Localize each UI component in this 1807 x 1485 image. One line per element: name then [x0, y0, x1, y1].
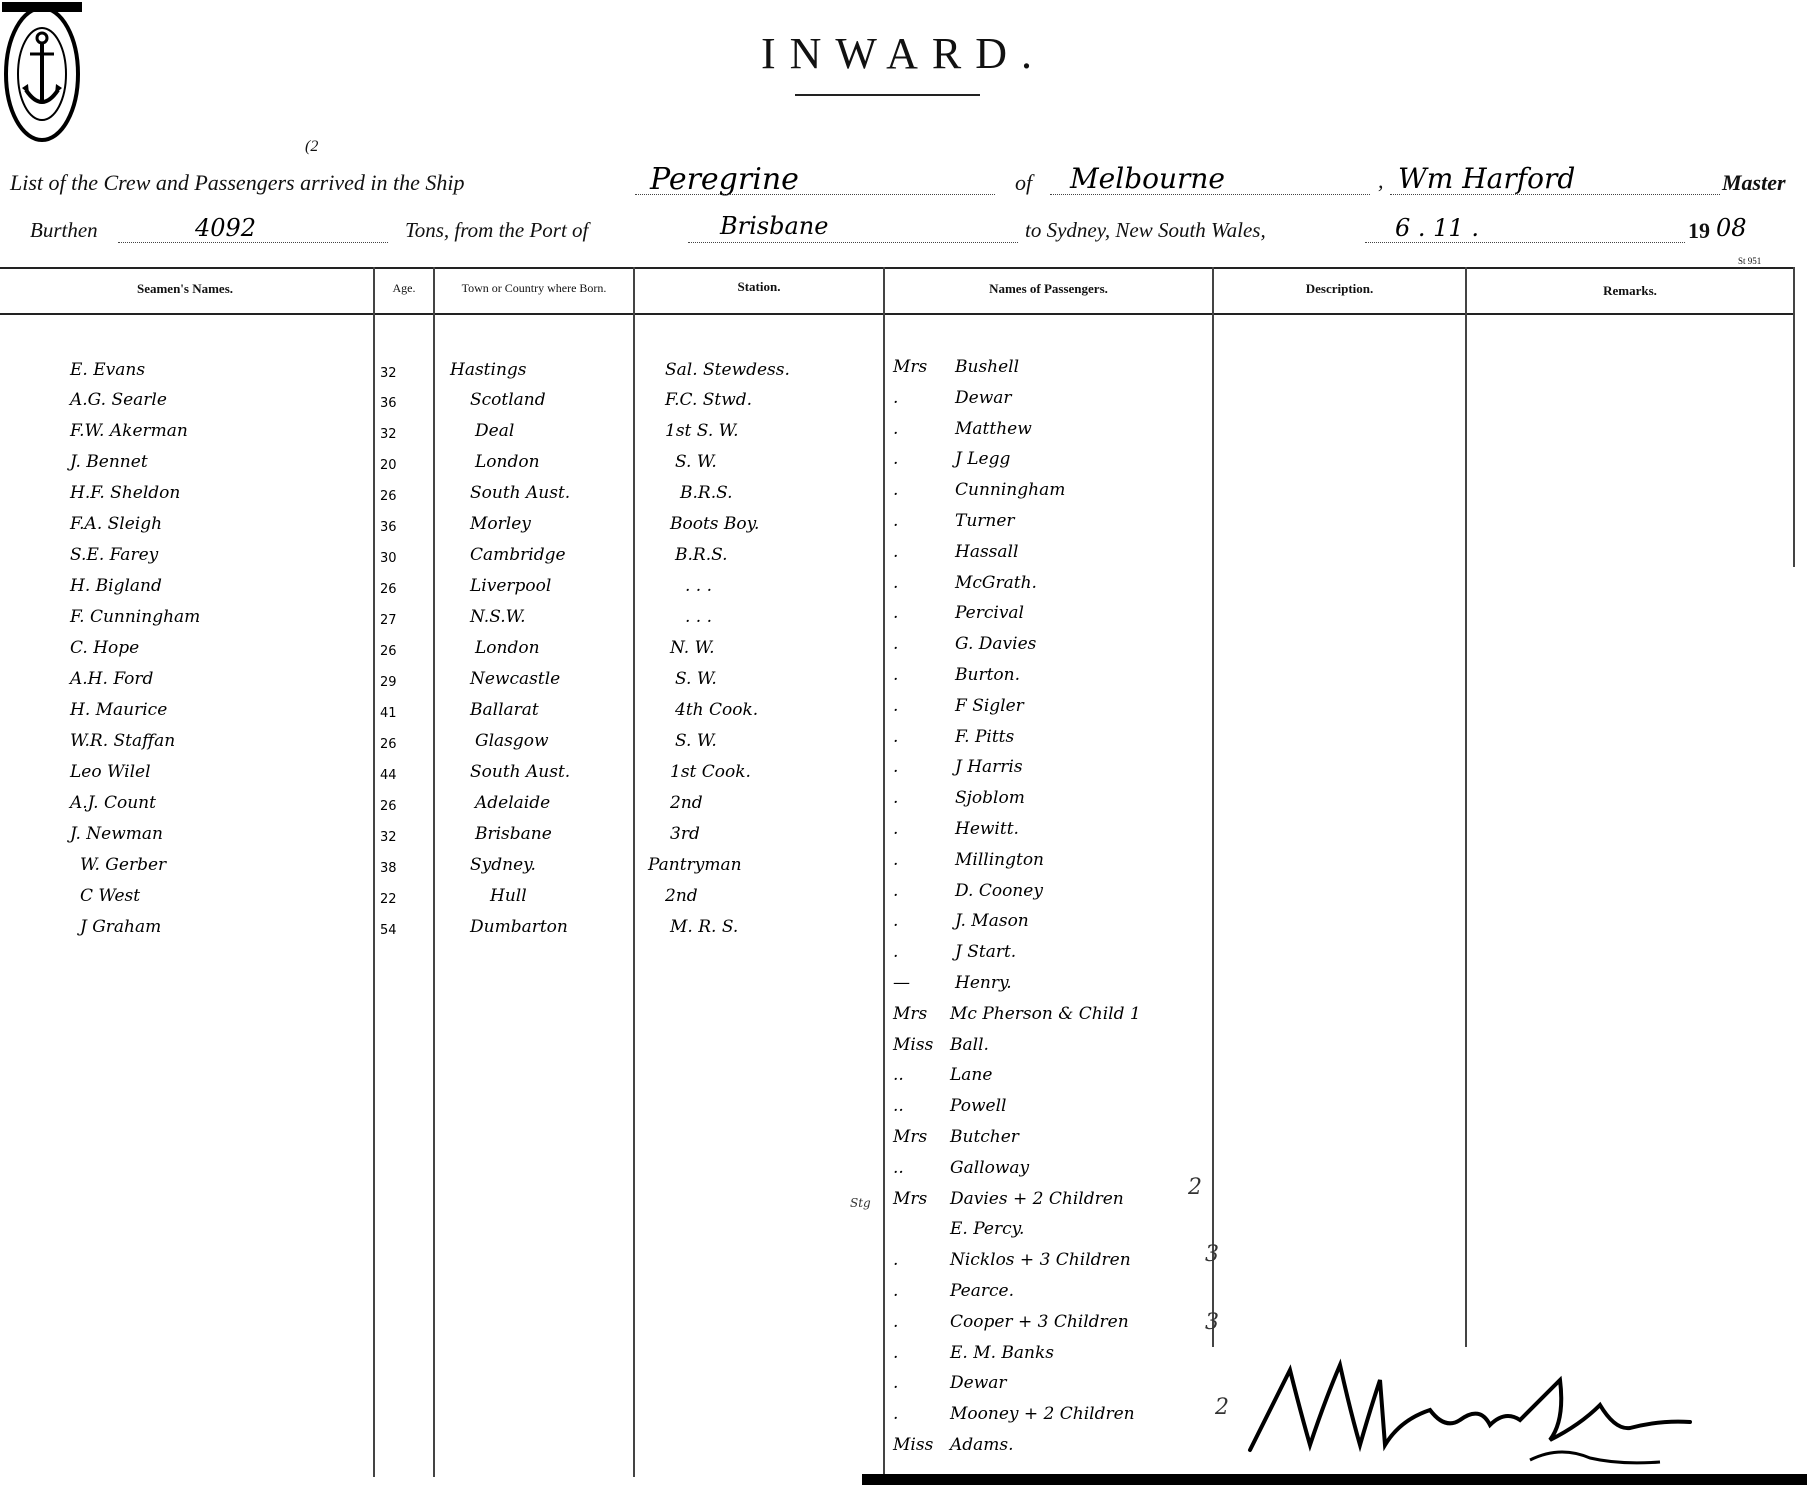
- crew-born: London: [475, 452, 540, 472]
- crew-station: F.C. Stwd.: [665, 390, 753, 410]
- passenger-prefix: .: [893, 449, 899, 469]
- child-count-mark: 2: [1188, 1175, 1202, 1200]
- crew-age: 26: [380, 644, 397, 659]
- burthen-label: Burthen: [30, 218, 98, 242]
- passenger-prefix: ..: [893, 1096, 904, 1116]
- passenger-name: J. Mason: [955, 911, 1029, 931]
- crew-age: 29: [380, 675, 397, 690]
- passenger-prefix: .: [893, 911, 899, 931]
- passenger-prefix: .: [893, 727, 899, 747]
- table-top-rule: [0, 267, 1795, 269]
- passenger-name: Dewar: [955, 388, 1012, 408]
- crew-station: 1st Cook.: [670, 762, 751, 782]
- passenger-name: Percival: [955, 603, 1024, 623]
- crew-station: . . .: [685, 576, 713, 596]
- passenger-prefix: Miss: [893, 1435, 934, 1455]
- crew-name: J Graham: [80, 917, 162, 937]
- passenger-name: Henry.: [955, 973, 1012, 993]
- crew-name: S.E. Farey: [70, 545, 159, 565]
- passenger-name: Pearce.: [950, 1281, 1014, 1301]
- passenger-prefix: Mrs: [893, 1127, 928, 1147]
- child-count-mark: 3: [1205, 1310, 1219, 1335]
- header-prefix: List of the Crew and Passengers arrived in the Ship: [10, 170, 465, 195]
- crew-station: S. W.: [675, 452, 717, 472]
- crew-name: A.J. Count: [70, 793, 156, 813]
- burthen-value: 4092: [195, 214, 257, 242]
- arrival-date: 6 . 11 .: [1395, 214, 1479, 242]
- crew-born: Glasgow: [475, 731, 549, 751]
- passenger-prefix: Mrs: [893, 1004, 928, 1024]
- passenger-prefix: ..: [893, 1158, 904, 1178]
- crew-name: A.G. Searle: [70, 390, 167, 410]
- crew-born: Morley: [470, 514, 531, 534]
- crew-name: C. Hope: [70, 638, 140, 658]
- passenger-prefix: .: [893, 419, 899, 439]
- crew-station: Sal. Stewdess.: [665, 360, 790, 380]
- port-of-registry: Melbourne: [1070, 162, 1225, 195]
- crew-name: H. Bigland: [70, 576, 162, 596]
- col-header-remarks: Remarks.: [1603, 283, 1657, 298]
- passenger-prefix: Miss: [893, 1035, 934, 1055]
- crew-station: S. W.: [675, 669, 717, 689]
- passenger-name: Hewitt.: [955, 819, 1019, 839]
- passenger-name: Sjoblom: [955, 788, 1025, 808]
- crew-born: South Aust.: [470, 483, 571, 503]
- crew-station: B.R.S.: [675, 545, 728, 565]
- crew-age: 32: [380, 366, 397, 381]
- crew-age: 32: [380, 830, 397, 845]
- passenger-name: Nicklos + 3 Children: [950, 1250, 1131, 1270]
- crew-name: H.F. Sheldon: [70, 483, 181, 503]
- passenger-prefix: .: [893, 881, 899, 901]
- passenger-name: Davies + 2 Children: [950, 1189, 1124, 1209]
- crew-station: 1st S. W.: [665, 421, 739, 441]
- passenger-name: Mooney + 2 Children: [950, 1404, 1135, 1424]
- passenger-name: J Legg: [955, 449, 1011, 469]
- crew-age: 36: [380, 396, 397, 411]
- crew-station: M. R. S.: [670, 917, 739, 937]
- master-name: Wm Harford: [1398, 162, 1576, 195]
- passenger-prefix: Mrs: [893, 1189, 928, 1209]
- crew-station: 4th Cook.: [675, 700, 759, 720]
- child-count-mark: 2: [1215, 1395, 1229, 1420]
- of-label: of: [1015, 170, 1033, 195]
- passenger-name: Butcher: [950, 1127, 1019, 1147]
- passenger-name: E. M. Banks: [950, 1343, 1055, 1363]
- year-suffix: 08: [1716, 214, 1747, 242]
- passenger-name: Matthew: [955, 419, 1032, 439]
- passenger-name: Hassall: [955, 542, 1019, 562]
- crew-name: C West: [80, 886, 141, 906]
- crew-name: H. Maurice: [70, 700, 168, 720]
- passenger-prefix: .: [893, 634, 899, 654]
- crew-born: Ballarat: [470, 700, 539, 720]
- col-divider-remarks: [1465, 267, 1467, 1347]
- crew-station: N. W.: [670, 638, 715, 658]
- ship-name-line: [635, 194, 995, 195]
- crew-age: 41: [380, 706, 397, 721]
- crew-station: . . .: [685, 607, 713, 627]
- crew-born: Adelaide: [475, 793, 551, 813]
- crew-age: 26: [380, 799, 397, 814]
- crew-born: Hastings: [450, 360, 527, 380]
- crew-born: Scotland: [470, 390, 546, 410]
- table-right-edge: [1793, 267, 1795, 567]
- master-label: Master: [1722, 170, 1786, 195]
- crew-age: 20: [380, 458, 397, 473]
- col-header-born: Town or Country where Born.: [461, 281, 607, 295]
- crew-station: S. W.: [675, 731, 717, 751]
- crew-age: 22: [380, 892, 397, 907]
- tons-label: Tons, from the Port of: [405, 218, 589, 242]
- crew-station: Pantryman: [648, 855, 742, 875]
- passenger-prefix: .: [893, 1373, 899, 1393]
- col-divider-passengers: [883, 267, 885, 1477]
- master-signature: [1230, 1350, 1700, 1470]
- crew-age: 30: [380, 551, 397, 566]
- passenger-prefix: .: [893, 542, 899, 562]
- passenger-prefix: .: [893, 942, 899, 962]
- crew-age: 44: [380, 768, 397, 783]
- child-count-mark: 3: [1205, 1242, 1219, 1267]
- passenger-name: J Start.: [955, 942, 1017, 962]
- crew-age: 32: [380, 427, 397, 442]
- passenger-name: Cooper + 3 Children: [950, 1312, 1129, 1332]
- passenger-name: Galloway: [950, 1158, 1030, 1178]
- crew-born: London: [475, 638, 540, 658]
- from-port-line: [688, 242, 1018, 243]
- passenger-name: F. Pitts: [955, 727, 1015, 747]
- passenger-name: Mc Pherson & Child 1: [950, 1004, 1141, 1024]
- passenger-name: Powell: [950, 1096, 1007, 1116]
- bottom-edge-bar: [862, 1474, 1807, 1485]
- crew-station: Boots Boy.: [670, 514, 760, 534]
- col-header-seamen: Seamen's Names.: [136, 281, 234, 296]
- form-mark: (2: [305, 138, 319, 155]
- passenger-name: Dewar: [950, 1373, 1007, 1393]
- crew-born: Deal: [475, 421, 515, 441]
- passenger-prefix: .: [893, 850, 899, 870]
- crew-born: N.S.W.: [470, 607, 526, 627]
- passenger-name: F Sigler: [955, 696, 1024, 716]
- col-header-passengers: Names of Passengers.: [989, 281, 1108, 296]
- port-of-registry-line: [1050, 194, 1370, 195]
- stg-mark: Stg: [850, 1196, 871, 1210]
- crew-born: Brisbane: [475, 824, 552, 844]
- passenger-prefix: .: [893, 1250, 899, 1270]
- crew-station: 3rd: [670, 824, 700, 844]
- master-name-line: [1390, 194, 1720, 195]
- crew-name: J. Newman: [70, 824, 163, 844]
- crew-age: 26: [380, 737, 397, 752]
- passenger-prefix: .: [893, 603, 899, 623]
- crew-born: Dumbarton: [470, 917, 568, 937]
- passenger-prefix: .: [893, 819, 899, 839]
- from-port: Brisbane: [720, 212, 829, 240]
- crew-name: J. Bennet: [70, 452, 148, 472]
- col-divider-born: [433, 267, 435, 1477]
- passenger-name: Turner: [955, 511, 1015, 531]
- crew-name: F.W. Akerman: [70, 421, 188, 441]
- passenger-name: Lane: [950, 1065, 993, 1085]
- crew-station: B.R.S.: [680, 483, 733, 503]
- passenger-prefix: .: [893, 1281, 899, 1301]
- passenger-prefix: Mrs: [893, 357, 928, 377]
- crew-born: Liverpool: [470, 576, 552, 596]
- passenger-name: D. Cooney: [955, 881, 1043, 901]
- page-title: INWARD.: [761, 29, 1046, 78]
- crew-station: 2nd: [665, 886, 698, 906]
- passenger-name: Bushell: [955, 357, 1020, 377]
- passenger-prefix: .: [893, 480, 899, 500]
- burthen-line: [118, 242, 388, 243]
- col-header-description: Description.: [1305, 281, 1374, 296]
- passenger-prefix: .: [893, 757, 899, 777]
- passenger-name: Millington: [955, 850, 1045, 870]
- crew-name: A.H. Ford: [70, 669, 154, 689]
- crew-born: Hull: [490, 886, 527, 906]
- passenger-prefix: .: [893, 573, 899, 593]
- crew-name: Leo Wilel: [70, 762, 151, 782]
- ship-name: Peregrine: [650, 162, 799, 197]
- crew-name: W. Gerber: [80, 855, 167, 875]
- passenger-name: Burton.: [955, 665, 1020, 685]
- stock-code: St 951: [1738, 256, 1762, 266]
- crew-age: 36: [380, 520, 397, 535]
- passenger-name: Ball.: [950, 1035, 989, 1055]
- crew-born: South Aust.: [470, 762, 571, 782]
- crew-born: Cambridge: [470, 545, 566, 565]
- passenger-name: Cunningham: [955, 480, 1066, 500]
- crew-born: Sydney.: [470, 855, 536, 875]
- col-divider-description: [1212, 267, 1214, 1347]
- col-divider-age: [373, 267, 375, 1477]
- crew-age: 26: [380, 582, 397, 597]
- arrival-date-line: [1365, 242, 1685, 243]
- passenger-prefix: .: [893, 788, 899, 808]
- to-sydney-label: to Sydney, New South Wales,: [1025, 218, 1266, 242]
- passenger-prefix: —: [893, 973, 910, 993]
- crew-name: E. Evans: [70, 360, 146, 380]
- col-header-station: Station.: [737, 279, 781, 294]
- comma: ,: [1378, 168, 1384, 193]
- col-header-age: Age.: [392, 281, 416, 295]
- passenger-name: J Harris: [955, 757, 1023, 777]
- passenger-prefix: .: [893, 696, 899, 716]
- passenger-name: E. Percy.: [950, 1219, 1025, 1239]
- crew-born: Newcastle: [470, 669, 561, 689]
- passenger-prefix: .: [893, 511, 899, 531]
- crew-age: 54: [380, 923, 397, 938]
- passenger-name: McGrath.: [955, 573, 1037, 593]
- passenger-prefix: .: [893, 1312, 899, 1332]
- crew-age: 26: [380, 489, 397, 504]
- crew-name: F. Cunningham: [70, 607, 201, 627]
- passenger-name: Adams.: [950, 1435, 1014, 1455]
- crew-station: 2nd: [670, 793, 703, 813]
- passenger-prefix: .: [893, 665, 899, 685]
- year-prefix: 19: [1688, 218, 1710, 243]
- crew-name: W.R. Staffan: [70, 731, 176, 751]
- passenger-prefix: .: [893, 1404, 899, 1424]
- title-underline: [795, 94, 980, 96]
- passenger-name: G. Davies: [955, 634, 1037, 654]
- passenger-prefix: ..: [893, 1065, 904, 1085]
- table-header-rule: [0, 313, 1795, 315]
- passenger-prefix: .: [893, 1343, 899, 1363]
- col-divider-station: [633, 267, 635, 1477]
- crew-name: F.A. Sleigh: [70, 514, 163, 534]
- crew-age: 27: [380, 613, 397, 628]
- crew-age: 38: [380, 861, 397, 876]
- passenger-prefix: .: [893, 388, 899, 408]
